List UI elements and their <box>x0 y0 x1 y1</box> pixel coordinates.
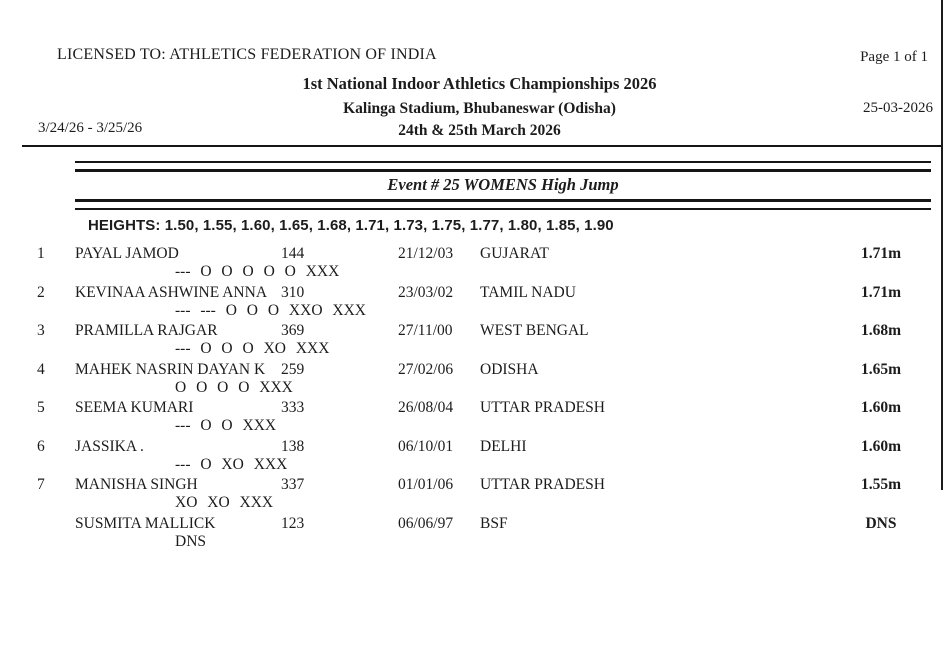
result-row <box>0 320 945 359</box>
header-rule <box>22 145 941 147</box>
attempt-series: --- O O XXX <box>175 417 277 434</box>
attempt-series: DNS <box>175 532 207 550</box>
attempt-series: --- --- O O O XXO XXX <box>175 301 366 319</box>
venue-text: Kalinga Stadium, Bhubaneswar (Odisha) <box>343 100 616 117</box>
heights-label: HEIGHTS: 1.50, 1.55, 1.60, 1.65, 1.68, 1.71, 1.73, 1.75, 1.77, 1.80, 1.85, 1.90 <box>88 217 614 234</box>
result-row <box>0 513 945 552</box>
place-number: 2 <box>37 283 45 301</box>
event-banner <box>75 161 931 210</box>
athlete-name: KEVINAA ASHWINE ANNA <box>75 283 268 301</box>
event-title: Event # 25 WOMENS High Jump <box>387 175 619 194</box>
place-number: 6 <box>37 437 45 455</box>
team-name: ODISHA <box>480 360 539 378</box>
page-number: Page 1 of 1 <box>860 49 928 65</box>
athlete-name: SUSMITA MALLICK <box>75 514 216 532</box>
result-mark: 1.65m <box>860 360 902 378</box>
date-of-birth: 01/01/06 <box>398 476 454 493</box>
team-name: UTTAR PRADESH <box>480 476 605 493</box>
result-mark: 1.71m <box>860 245 902 262</box>
date-of-birth: 26/08/04 <box>398 399 454 416</box>
team-name: GUJARAT <box>480 245 549 262</box>
result-mark: 1.68m <box>860 322 902 339</box>
result-mark: 1.55m <box>860 476 902 493</box>
date-of-birth: 06/10/01 <box>398 437 454 455</box>
place-number: 5 <box>37 399 45 416</box>
team-name: DELHI <box>480 437 527 455</box>
bib-number: 123 <box>281 514 305 532</box>
team-name: TAMIL NADU <box>480 283 576 301</box>
team-name: UTTAR PRADESH <box>480 399 605 416</box>
event-dates: 24th & 25th March 2026 <box>398 122 561 139</box>
athlete-name: SEEMA KUMARI <box>75 399 194 416</box>
date-of-birth: 21/12/03 <box>398 245 454 262</box>
date-of-birth: 27/11/00 <box>398 322 453 339</box>
result-row <box>0 474 945 513</box>
athlete-name: PRAMILLA RAJGAR <box>75 322 218 339</box>
place-number: 3 <box>37 322 45 339</box>
team-name: BSF <box>480 514 508 532</box>
attempt-series: --- O XO XXX <box>175 455 288 473</box>
attempt-series: O O O O XXX <box>175 378 293 396</box>
date-of-birth: 27/02/06 <box>398 360 454 378</box>
result-mark: 1.60m <box>860 399 902 416</box>
team-name: WEST BENGAL <box>480 322 589 339</box>
banner-top-rule <box>75 161 931 172</box>
result-row <box>0 397 945 436</box>
bib-number: 369 <box>281 322 305 339</box>
bib-number: 310 <box>281 283 305 301</box>
result-mark: 1.71m <box>860 283 902 301</box>
result-row <box>0 436 945 475</box>
results-list <box>0 243 945 663</box>
result-row <box>0 243 945 282</box>
result-mark: DNS <box>865 514 897 532</box>
licensed-to-text: LICENSED TO: ATHLETICS FEDERATION OF INDIA <box>57 46 437 63</box>
attempt-series: --- O O O XO XXX <box>175 340 330 357</box>
bib-number: 144 <box>281 245 305 262</box>
result-mark: 1.60m <box>860 437 902 455</box>
result-row <box>0 359 945 398</box>
bib-number: 333 <box>281 399 305 416</box>
athlete-name: MAHEK NASRIN DAYAN K <box>75 360 266 378</box>
bib-number: 138 <box>281 437 305 455</box>
date-of-birth: 23/03/02 <box>398 283 454 301</box>
place-number: 4 <box>37 360 45 378</box>
athlete-name: PAYAL JAMOD <box>75 245 179 262</box>
athlete-name: MANISHA SINGH <box>75 476 198 493</box>
place-number: 7 <box>37 476 45 493</box>
athlete-name: JASSIKA . <box>75 437 144 455</box>
bib-number: 259 <box>281 360 305 378</box>
banner-bottom-rule <box>75 199 931 210</box>
attempt-series: XO XO XXX <box>175 494 274 511</box>
print-date: 25-03-2026 <box>863 100 933 116</box>
championship-title: 1st National Indoor Athletics Championships 2026 <box>302 74 657 93</box>
date-range: 3/24/26 - 3/25/26 <box>38 120 143 136</box>
attempt-series: --- O O O O O XXX <box>175 263 340 280</box>
result-row <box>0 282 945 321</box>
bib-number: 337 <box>281 476 305 493</box>
date-of-birth: 06/06/97 <box>398 514 454 532</box>
place-number: 1 <box>37 245 45 262</box>
